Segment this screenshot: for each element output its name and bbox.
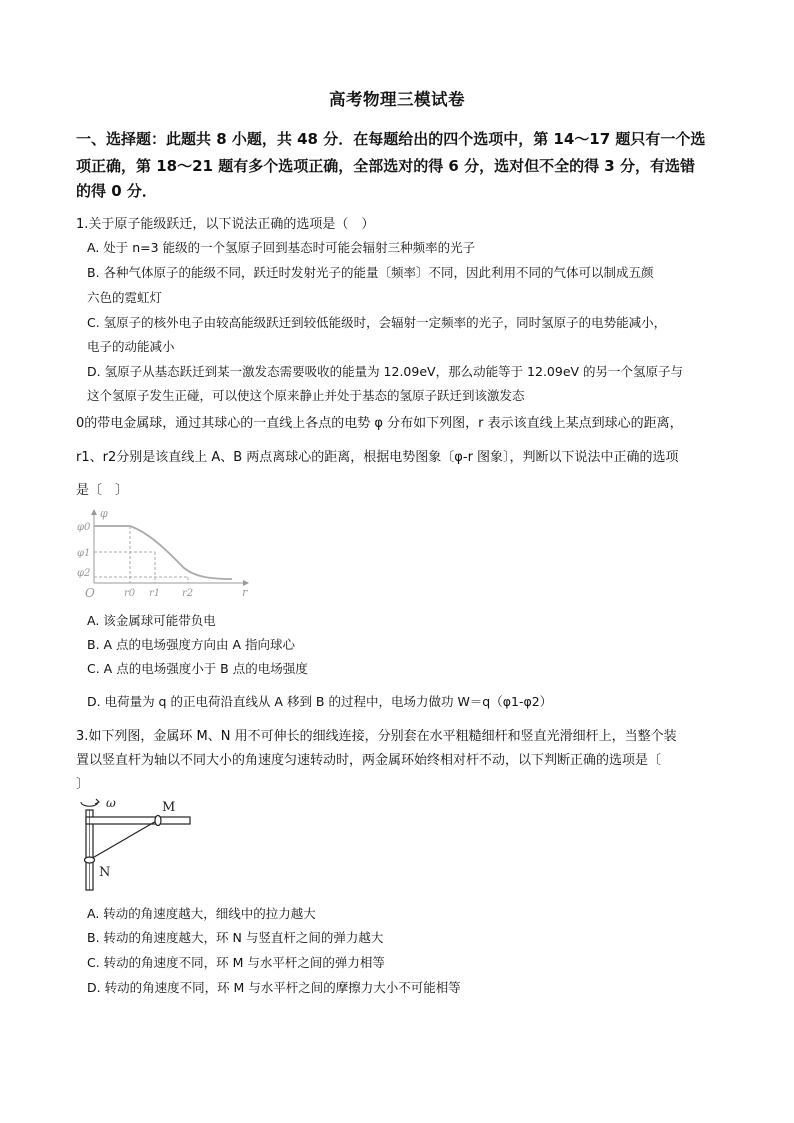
q3-option-c: C. 转动的角速度不同，环 M 与水平杆之间的弹力相等 <box>87 955 385 970</box>
ring-n-label: N <box>99 865 111 880</box>
q3-stem-line3: 〕 <box>76 777 90 792</box>
q1-option-b-line2: 六色的霓虹灯 <box>87 290 163 305</box>
r2-label: r2 <box>182 588 194 599</box>
ring-m-label: M <box>162 800 176 815</box>
q2-option-c: C. A 点的电场强度小于 B 点的电场强度 <box>87 661 308 676</box>
phi1-label: φ1 <box>77 548 91 559</box>
q1-stem: 1.关于原子能级跃迁，以下说法正确的选项是（ ） <box>76 217 375 232</box>
q1-option-c-line1: C. 氢原子的核外电子由较高能级跃迁到较低能级时，会辐射一定频率的光子，同时氢原子的电势能减小， <box>87 315 667 330</box>
phi-axis-label: φ <box>100 507 108 520</box>
q1-option-a: A. 处于 n=3 能级的一个氢原子回到基态时可能会辐射三种频率的光子 <box>87 240 476 255</box>
phi2-label: φ2 <box>77 568 91 579</box>
ring-m <box>155 816 161 826</box>
q2-stem-line1: 0的带电金属球，通过其球心的一直线上各点的电势 φ 分布如下列图，r 表示该直线上某点到球心的距离， <box>76 416 683 431</box>
q3-option-d: D. 转动的角速度不同，环 M 与水平杆之间的摩擦力大小不可能相等 <box>87 980 461 995</box>
q2-option-b: B. A 点的电场强度方向由 A 指向球心 <box>87 637 296 652</box>
q2-option-a: A. 该金属球可能带负电 <box>87 613 216 628</box>
r0-label: r0 <box>124 588 136 599</box>
ring-n <box>85 857 95 863</box>
section-heading-line-3: 的得 0 分． <box>76 182 157 200</box>
q1-option-d-line1: D. 氢原子从基态跃迁到某一激发态需要吸收的能量为 12.09eV，那么动能等于 12.09eV 的另一个氢原子与 <box>87 364 684 379</box>
r1-label: r1 <box>149 588 161 599</box>
horizontal-rod <box>86 817 190 824</box>
q2-option-d: D. 电荷量为 q 的正电荷沿直线从 A 移到 B 的过程中，电场力做功 W＝q（φ1-φ2） <box>87 694 553 709</box>
q1-option-c-line2: 电子的动能减小 <box>87 339 175 354</box>
page-title: 高考物理三模试卷 <box>329 90 465 109</box>
q1-option-d-line2: 这个氢原子发生正碰，可以使这个原来静止并处于基态的氢原子跃迁到该激发态 <box>87 388 525 403</box>
phi0-label: φ0 <box>77 522 91 533</box>
rotating-rods-figure <box>72 794 202 894</box>
section-heading-line-2: 项正确，第 18～21 题有多个选项正确，全部选对的得 6 分，选对但不全的得 3 分，有选错 <box>76 157 695 175</box>
origin-label: O <box>85 586 95 600</box>
q2-stem-line3: 是〔 〕 <box>76 483 129 498</box>
q2-stem-line2: r1、r2分别是该直线上 A、B 两点离球心的距离，根据电势图象〔φ-r 图象〕，判断以下说法中正确的选项 <box>76 450 679 465</box>
connecting-string <box>89 820 158 860</box>
q1-option-b-line1: B. 各种气体原子的能级不同，跃迁时发射光子的能量〔频率〕不同，因此利用不同的气体可以制成五颜 <box>87 265 654 280</box>
phi-r-graph <box>72 506 262 606</box>
q3-option-a: A. 转动的角速度越大，细线中的拉力越大 <box>87 906 316 921</box>
section-heading-line-1: 一、选择题：此题共 8 小题，共 48 分．在每题给出的四个选项中，第 14～17 题只有一个选 <box>76 130 706 148</box>
q3-option-b: B. 转动的角速度越大，环 N 与竖直杆之间的弹力越大 <box>87 930 384 945</box>
omega-label: ω <box>106 796 116 810</box>
r-axis-label: r <box>242 586 248 599</box>
q3-stem-line1: 3.如下列图，金属环 M、N 用不可伸长的细线连接，分别套在水平粗糙细杆和竖直光滑细杆上，当整个装 <box>76 729 677 744</box>
q3-stem-line2: 置以竖直杆为轴以不同大小的角速度匀速转动时，两金属环始终相对杆不动，以下判断正确的选项是〔 <box>76 753 662 768</box>
